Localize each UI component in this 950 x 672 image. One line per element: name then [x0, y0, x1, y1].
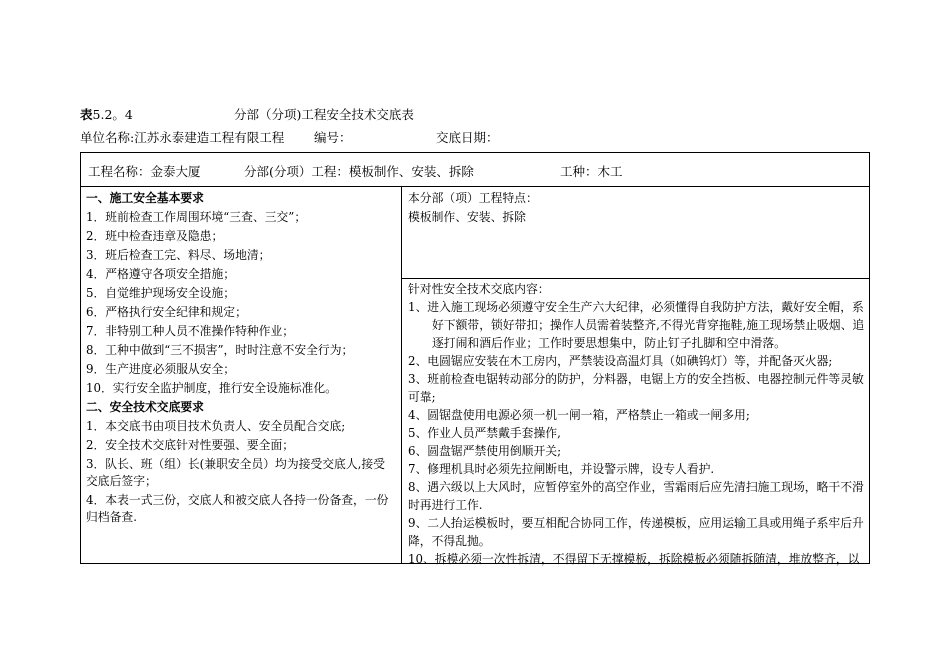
briefing-date-label: 交底日期：: [436, 130, 499, 145]
table-divider-info: [80, 186, 870, 187]
list-item: 1．班前检查工作周围环境“三查、三交”；: [86, 210, 307, 224]
subproject-name: 分部(分项）工程：模板制作、安装、拆除: [244, 164, 474, 179]
briefing-line: 8、遇六级以上大风时，应暂停室外的高空作业，雪霜雨后应先清扫施工现场，略干不滑: [408, 480, 864, 494]
briefing-line-continued: 降，不得乱抛。: [408, 534, 491, 548]
list-item-continued: 归档备查.: [86, 510, 137, 524]
table-divider-column: [401, 186, 402, 564]
unit-name: 单位名称:江苏永泰建造工程有限工程: [80, 130, 285, 145]
list-item: 6．严格执行安全纪律和规定；: [86, 305, 247, 319]
briefing-line-continued: 逐打闹和酒后作业；工作时要思想集中，防止钉子扎脚和空中滑落。: [432, 336, 786, 350]
list-item: 10．实行安全监护制度，推行安全设施标准化。: [86, 381, 337, 395]
table-number: 5.2。4: [92, 107, 133, 122]
table-divider-right: [401, 278, 870, 279]
project-features-content: 模板制作、安装、拆除: [408, 210, 526, 224]
briefing-line: 10、拆模必须一次性拆清，不得留下无撑模板，拆除模板必须随拆随清，堆放整齐，以: [408, 552, 860, 566]
section1-title: 一、施工安全基本要求: [86, 191, 204, 205]
trade-name: 工种：木工: [560, 164, 623, 179]
left-column: [86, 190, 398, 526]
briefing-line: 6、圆盘锯严禁使用倒顺开关;: [408, 444, 562, 458]
briefing-line: 7、修理机具时必须先拉闸断电，并设警示牌，设专人看护.: [408, 462, 715, 476]
briefing-line-continued: 好下额带，锁好带扣；操作人员需着装整齐,不得光背穿拖鞋,施工现场禁止吸烟、追: [432, 318, 865, 332]
briefing-line-continued: 可靠;: [408, 390, 436, 404]
briefing-line: 3、班前检查电锯转动部分的防护，分料器，电锯上方的安全挡板、电器控制元件等灵敏: [408, 372, 864, 386]
document-title: 分部（分项)工程安全技术交底表: [234, 107, 414, 122]
briefing-line: 1、进入施工现场必须遵守安全生产六大纪律，必须懂得自我防护方法，戴好安全帽，系: [408, 300, 864, 314]
list-item: 3．班后检查工完、料尽、场地清；: [86, 248, 271, 262]
list-item: 5．自觉维护现场安全设施；: [86, 286, 236, 300]
list-item: 9．生产进度必须服从安全；: [86, 362, 236, 376]
briefing-line: 9、二人抬运模板时，要互相配合协同工作，传递模板，应用运输工具或用绳子系牢后升: [408, 516, 864, 530]
targeted-briefing-content: [408, 281, 866, 568]
serial-number-label: 编号：: [314, 130, 352, 145]
list-item: 4．严格遵守各项安全措施；: [86, 267, 236, 281]
list-item: 7．非特别工种人员不准操作特种作业；: [86, 324, 295, 338]
list-item: 4．本表一式三份，交底人和被交底人各持一份备查，一份: [86, 493, 389, 507]
briefing-title: 针对性安全技术交底内容：: [408, 282, 550, 296]
list-item: 2．安全技术交底针对性要强、要全面；: [86, 438, 295, 452]
list-item: 2．班中检查违章及隐患；: [86, 229, 224, 243]
list-item: 1．本交底书由项目技术负责人、安全员配合交底;: [86, 419, 346, 433]
project-name: 工程名称：金泰大厦: [88, 164, 201, 179]
briefing-line: 5、作业人员严禁戴手套操作,: [408, 426, 561, 440]
table-prefix: 表: [80, 107, 93, 122]
list-item-continued: 交底后签字；: [86, 474, 157, 488]
table-number-label: [80, 107, 133, 123]
briefing-line-continued: 时再进行工作.: [408, 498, 483, 512]
list-item: 8．工种中做到“三不损害”，时时注意不安全行为；: [86, 343, 354, 357]
briefing-line: 2、电圆锯应安装在木工房内，严禁装设高温灯具（如碘钨灯）等，并配备灭火器;: [408, 354, 833, 368]
section2-title: 二、安全技术交底要求: [86, 400, 204, 414]
list-item: 3．队长、班（组）长(兼职安全员）均为接受交底人,接受: [86, 457, 385, 471]
project-features-title: 本分部（项）工程特点：: [408, 191, 538, 205]
briefing-line: 4、圆锯盘使用电源必须一机一闸一箱，严格禁止一箱或一闸多用;: [408, 408, 750, 422]
